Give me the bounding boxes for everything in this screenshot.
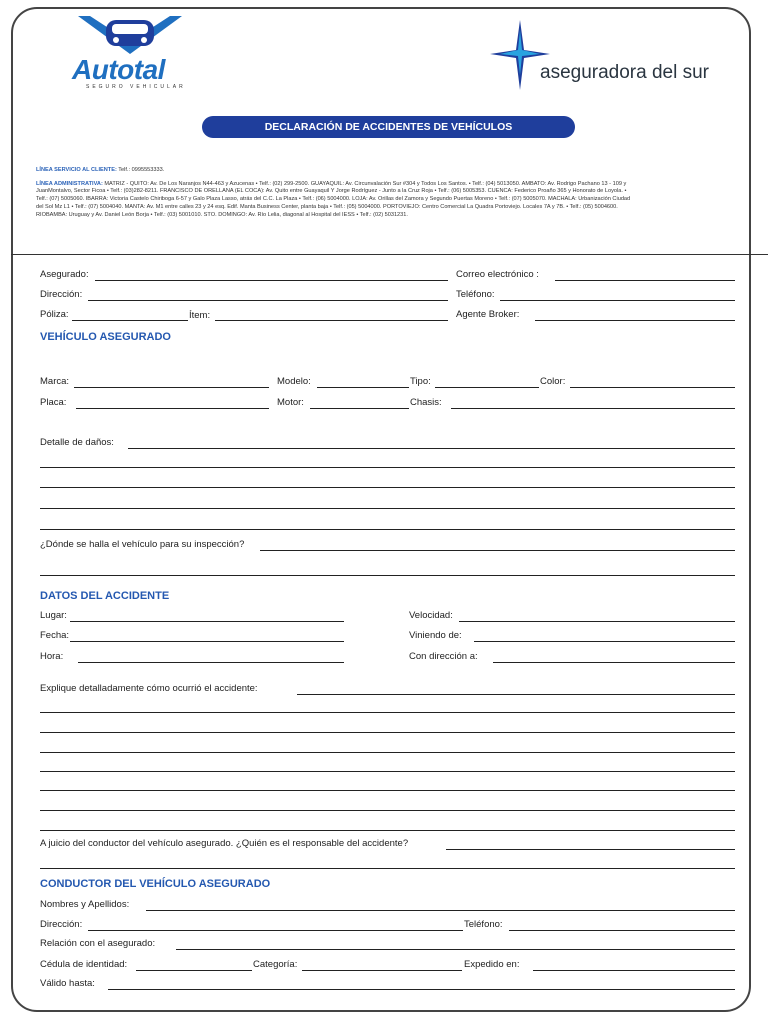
section-accidente: DATOS DEL ACCIDENTE [40,590,170,602]
cedula-field[interactable] [136,970,252,971]
placa-field[interactable] [76,408,269,409]
viniendo-label: Viniendo de: [409,630,462,641]
page-border [11,7,751,1012]
explique-line[interactable] [40,712,735,713]
conductor-direccion-label: Dirección: [40,919,83,930]
agente-field[interactable] [535,320,735,321]
direccion-label: Dirección: [40,289,83,300]
hora-label: Hora: [40,651,64,662]
nombres-label: Nombres y Apellidos: [40,899,130,910]
modelo-field[interactable] [317,387,409,388]
chasis-label: Chasis: [410,397,442,408]
relacion-field[interactable] [176,949,735,950]
section-conductor: CONDUCTOR DEL VEHÍCULO ASEGURADO [40,878,271,890]
explique-line[interactable] [40,790,735,791]
correo-label: Correo electrónico : [456,269,539,280]
lugar-label: Lugar: [40,610,67,621]
direccion-field[interactable] [88,300,448,301]
juicio-line[interactable] [40,868,735,869]
marca-label: Marca: [40,376,70,387]
explique-line[interactable] [40,771,735,772]
velocidad-label: Velocidad: [409,610,453,621]
header-divider [11,254,768,255]
detalle-field[interactable] [128,448,735,449]
valido-field[interactable] [108,989,735,990]
relacion-label: Relación con el asegurado: [40,938,156,949]
marca-field[interactable] [74,387,269,388]
agente-label: Agente Broker: [456,309,520,320]
telefono-field[interactable] [500,300,735,301]
donde-label: ¿Dónde se halla el vehículo para su inspección? [40,539,245,550]
valido-label: Válido hasta: [40,978,95,989]
hora-field[interactable] [78,662,344,663]
expedido-field[interactable] [533,970,735,971]
conductor-telefono-field[interactable] [509,930,735,931]
tipo-field[interactable] [435,387,539,388]
fecha-label: Fecha: [40,630,70,641]
detalle-line[interactable] [40,508,735,509]
detalle-line[interactable] [40,467,735,468]
conductor-telefono-label: Teléfono: [464,919,503,930]
detalle-line[interactable] [40,487,735,488]
juicio-field[interactable] [446,849,735,850]
categoria-field[interactable] [302,970,462,971]
nombres-field[interactable] [146,910,735,911]
asegurado-label: Asegurado: [40,269,89,280]
explique-line[interactable] [40,810,735,811]
color-field[interactable] [570,387,735,388]
direccion-a-field[interactable] [493,662,735,663]
explique-field[interactable] [297,694,735,695]
explique-line[interactable] [40,752,735,753]
expedido-label: Expedido en: [464,959,520,970]
autotal-brand: Autotal [72,54,165,85]
motor-label: Motor: [277,397,304,408]
placa-label: Placa: [40,397,67,408]
autotal-tagline: SEGURO VEHICULAR [86,84,186,90]
donde-field[interactable] [260,550,735,551]
lugar-field[interactable] [70,621,344,622]
velocidad-field[interactable] [459,621,735,622]
categoria-label: Categoría: [253,959,298,970]
chasis-field[interactable] [451,408,735,409]
asegurado-field[interactable] [95,280,448,281]
fecha-field[interactable] [70,641,344,642]
form-title: DECLARACIÓN DE ACCIDENTES DE VEHÍCULOS [202,116,575,138]
explique-line[interactable] [40,830,735,831]
item-field[interactable] [215,320,448,321]
direccion-a-label: Con dirección a: [409,651,478,662]
telefono-label: Teléfono: [456,289,495,300]
explique-line[interactable] [40,732,735,733]
poliza-field[interactable] [72,320,188,321]
explique-label: Explique detalladamente cómo ocurrió el accidente: [40,683,258,694]
conductor-direccion-field[interactable] [88,930,463,931]
correo-field[interactable] [555,280,735,281]
contact-info: LÍNEA SERVICIO AL CLIENTE: Telf.: 0995553333. LÍNEA ADMINISTRATIVA: MATRIZ - QUITO: Av. De Los Naranjos N44-463 y Azucenas • Telf.: (02) 299-2500. GUAYAQUIL: Av. Circunvalación Sur #304 y Todos Los Santos. • Telf.: (04) 5013050. AMBATO: Av. Rodrigo Pachano 13 - 109 y JuanMontalvo, Sector Ficoa • Telf.: (03)282-8211. FRANCISCO DE ORELLANA (EL COCA): Av. Quito entre Guayaquil Y Jorge Rodríguez - Junto a la Cruz Roja • Telf.: (06) 5005353. CUENCA: Federico Proaño 365 y Honorato de Loyola. • Telf.: (07) 5005060. IBARRA: Victoria Castelo Chiriboga 6-57 y Galo Plaza Lasso, atrás del C.C. La Plaza • Telf.: (06) 5004000. LOJA: Av. Orillas del Zamora y Segundo Puertas Moreno • Telf.: (07) 5005070. MACHALA: Urbanización Ciudad del Sol Mz L1 • Telf.: (07) 5004040. MANTA: Av. M1 entre calles 23 y 24 esq. Edif. Manta Business Center, planta baja • Telf.: (05) 5004000. PORTOVIEJO: Centro Comercial La Quadra Portoviejo. Locales 7A y 7B. • Telf.: (05) 5004600. RIOBAMBA: Uruguay y Av. Daniel León Borja • Telf.: (03) 5001010. STO. DOMINGO: Av. Río Lelia, diagonal al Hospital del IESS • Telf.: (02) 5031231. [36,167,631,218]
cedula-label: Cédula de identidad: [40,959,128,970]
juicio-label: A juicio del conductor del vehículo asegurado. ¿Quién es el responsable del accidente? [40,838,409,849]
detalle-label: Detalle de daños: [40,437,114,448]
poliza-label: Póliza: [40,309,69,320]
donde-line[interactable] [40,575,735,576]
section-vehiculo: VEHÍCULO ASEGURADO [40,331,171,343]
modelo-label: Modelo: [277,376,311,387]
item-label: Ítem: [189,310,211,321]
aseguradora-brand: aseguradora del sur [540,62,709,83]
detalle-line[interactable] [40,529,735,530]
motor-field[interactable] [310,408,409,409]
color-label: Color: [540,376,566,387]
viniendo-field[interactable] [474,641,735,642]
tipo-label: Tipo: [410,376,431,387]
